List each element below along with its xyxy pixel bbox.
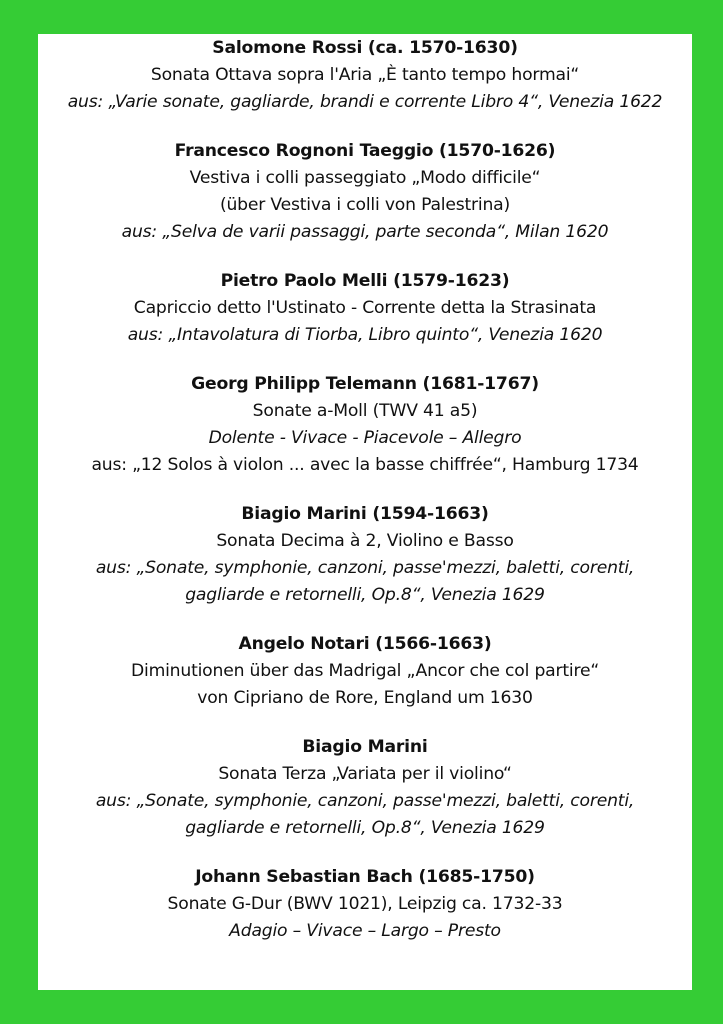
- source-line: aus: „Selva de varii passaggi, parte seconda“, Milan 1620: [121, 222, 609, 242]
- program-entry: [38, 734, 692, 842]
- composer-heading: Georg Philipp Telemann (1681-1767): [191, 374, 539, 394]
- program-entry: [38, 631, 692, 712]
- composer-heading: Biagio Marini: [302, 737, 428, 757]
- source-line-continued: gagliarde e retornelli, Op.8“, Venezia 1629: [185, 818, 545, 838]
- work-title: Sonata Ottava sopra l'Aria „È tanto tempo hormai“: [150, 65, 580, 85]
- work-title: Sonata Terza „Variata per il violino“: [218, 764, 512, 784]
- composer-heading: Johann Sebastian Bach (1685-1750): [195, 867, 535, 887]
- work-title: Sonate a-Moll (TWV 41 a5): [252, 401, 478, 421]
- program-entry: [38, 371, 692, 479]
- composer-heading: Francesco Rognoni Taeggio (1570-1626): [174, 141, 556, 161]
- work-title: Sonata Decima à 2, Violino e Basso: [216, 531, 514, 551]
- program-entry: [38, 268, 692, 349]
- work-title: Sonate G-Dur (BWV 1021), Leipzig ca. 1732-33: [167, 894, 563, 914]
- work-title: Vestiva i colli passeggiato „Modo difficile“: [189, 168, 541, 188]
- movements-line: Adagio – Vivace – Largo – Presto: [229, 921, 501, 941]
- composer-heading: Pietro Paolo Melli (1579-1623): [220, 271, 510, 291]
- composer-heading: Salomone Rossi (ca. 1570-1630): [212, 38, 518, 58]
- program-page: [38, 34, 692, 990]
- work-title: Diminutionen über das Madrigal „Ancor che col partire“: [130, 661, 600, 681]
- source-line: aus: „Sonate, symphonie, canzoni, passe'mezzi, baletti, corenti,: [95, 558, 635, 578]
- source-line: aus: „12 Solos à violon ... avec la basse chiffrée“, Hamburg 1734: [91, 455, 639, 475]
- composer-heading: Biagio Marini (1594-1663): [241, 504, 489, 524]
- composer-heading: Angelo Notari (1566-1663): [238, 634, 492, 654]
- work-note: (über Vestiva i colli von Palestrina): [219, 195, 511, 215]
- program-entry: [38, 501, 692, 609]
- program-entry: [38, 35, 692, 116]
- program-entry: [38, 864, 692, 945]
- work-title: Capriccio detto l'Ustinato - Corrente detta la Strasinata: [133, 298, 597, 318]
- program-entry: [38, 138, 692, 246]
- movements-line: Dolente - Vivace - Piacevole – Allegro: [208, 428, 522, 448]
- source-line: aus: „Varie sonate, gagliarde, brandi e corrente Libro 4“, Venezia 1622: [67, 92, 663, 112]
- source-line-continued: gagliarde e retornelli, Op.8“, Venezia 1629: [185, 585, 545, 605]
- source-line: aus: „Sonate, symphonie, canzoni, passe'mezzi, baletti, corenti,: [95, 791, 635, 811]
- source-line: aus: „Intavolatura di Tiorba, Libro quinto“, Venezia 1620: [127, 325, 603, 345]
- work-note: von Cipriano de Rore, England um 1630: [197, 688, 533, 708]
